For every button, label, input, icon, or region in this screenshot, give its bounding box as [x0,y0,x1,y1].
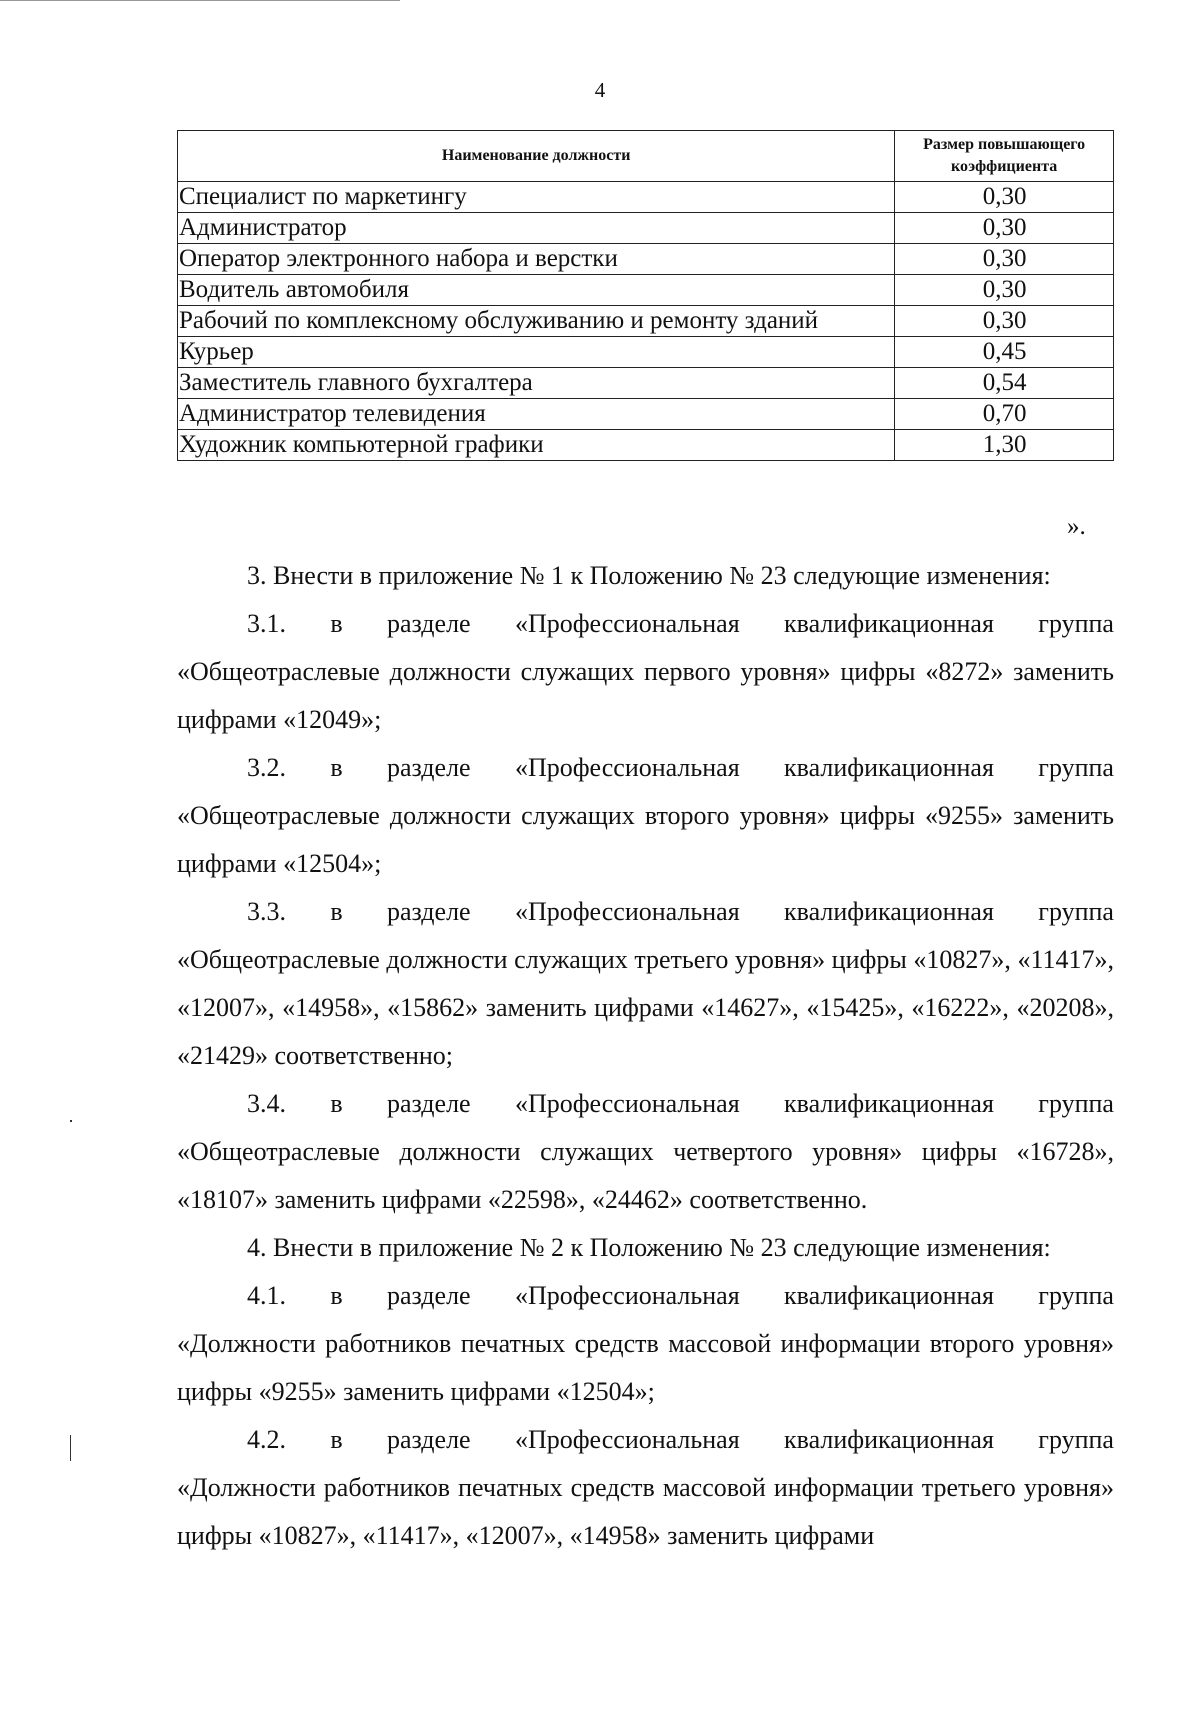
item-word: разделе [386,897,471,926]
item-word: «Профессиональная [514,1281,740,1310]
item-4-2-heading [177,1416,1114,1464]
item-word: группа [1038,1281,1114,1310]
item-number: 3.1. [247,609,286,638]
item-word: разделе [386,609,471,638]
item-word: в [330,609,343,638]
item-word: разделе [386,1089,471,1118]
header-coefficient: Размер повышающего коэффициента [895,131,1114,182]
scan-mark [70,1435,71,1461]
item-number: 4.2. [247,1425,286,1454]
row-coefficient: 0,70 [895,399,1114,430]
row-coefficient: 1,30 [895,430,1114,461]
item-word: «Профессиональная [514,753,740,782]
item-word: «Профессиональная [514,897,740,926]
item-number: 3.3. [247,897,286,926]
table-row [178,244,1114,275]
row-coefficient: 0,30 [895,244,1114,275]
item-word: группа [1038,897,1114,926]
row-position: Художник компьютерной графики [178,430,895,461]
item-3-1-heading [177,600,1114,648]
paragraph-3: 3. Внести в приложение № 1 к Положению № 23 следующие изменения: [247,561,1051,590]
row-position: Курьер [178,337,895,368]
closing-quote: ». [1067,513,1086,540]
item-word: группа [1038,609,1114,638]
scan-mark [70,1120,72,1122]
row-position: Водитель автомобиля [178,275,895,306]
item-number: 3.4. [247,1089,286,1118]
item-word: разделе [386,1425,471,1454]
table-row [178,213,1114,244]
item-word: в [330,1089,343,1118]
row-position: Оператор электронного набора и верстки [178,244,895,275]
item-word: разделе [386,1281,471,1310]
row-coefficient: 0,30 [895,306,1114,337]
item-word: в [330,753,343,782]
item-3-3-heading [177,888,1114,936]
item-3-4-heading [177,1080,1114,1128]
row-coefficient: 0,30 [895,275,1114,306]
table-row [178,182,1114,213]
table-row [178,430,1114,461]
table-row [178,368,1114,399]
item-word: квалификационная [784,1089,994,1118]
item-word: группа [1038,1425,1114,1454]
header-position-name: Наименование должности [178,131,895,182]
item-4-1-text: «Должности работников печатных средств массовой информации второго уровня» цифры «9255» заменить цифрами «12504»; [177,1329,1114,1406]
item-word: в [330,1281,343,1310]
item-3-2-heading [177,744,1114,792]
item-word: «Профессиональная [514,609,740,638]
coefficient-table [177,130,1114,461]
row-coefficient: 0,45 [895,337,1114,368]
row-position: Специалист по маркетингу [178,182,895,213]
row-coefficient: 0,30 [895,213,1114,244]
item-number: 3.2. [247,753,286,782]
row-coefficient: 0,54 [895,368,1114,399]
document-body [177,552,1114,1560]
paragraph-4: 4. Внести в приложение № 2 к Положению № 23 следующие изменения: [247,1233,1051,1262]
row-position: Администратор телевидения [178,399,895,430]
item-word: группа [1038,1089,1114,1118]
item-word: квалификационная [784,753,994,782]
item-word: квалификационная [784,1425,994,1454]
row-position: Заместитель главного бухгалтера [178,368,895,399]
table-row [178,306,1114,337]
item-number: 4.1. [247,1281,286,1310]
item-3-1-text: «Общеотраслевые должности служащих первого уровня» цифры «8272» заменить цифрами «12049»; [177,657,1114,734]
item-word: в [330,1425,343,1454]
item-word: квалификационная [784,897,994,926]
item-3-4-text: «Общеотраслевые должности служащих четвертого уровня» цифры «16728», «18107» заменить цифрами «22598», «24462» соответственно. [177,1137,1114,1214]
table-row [178,399,1114,430]
scan-mark [0,0,400,1]
item-word: «Профессиональная [514,1425,740,1454]
page-number: 4 [594,78,606,102]
item-word: разделе [386,753,471,782]
table-row [178,275,1114,306]
item-word: квалификационная [784,609,994,638]
table-header-row [178,131,1114,182]
item-word: «Профессиональная [514,1089,740,1118]
item-3-3-text: «Общеотраслевые должности служащих третьего уровня» цифры «10827», «11417», «12007», «14958», «15862» заменить цифрами «14627», «15425», «16222», «20208», «21429» соответственно; [177,945,1114,1070]
item-4-1-heading [177,1272,1114,1320]
table-row [178,337,1114,368]
item-word: квалификационная [784,1281,994,1310]
item-word: группа [1038,753,1114,782]
item-word: в [330,897,343,926]
row-position: Администратор [178,213,895,244]
item-4-2-text: «Должности работников печатных средств массовой информации третьего уровня» цифры «10827», «11417», «12007», «14958» заменить цифрами [177,1473,1114,1550]
row-position: Рабочий по комплексному обслуживанию и ремонту зданий [178,306,895,337]
item-3-2-text: «Общеотраслевые должности служащих второго уровня» цифры «9255» заменить цифрами «12504»; [177,801,1114,878]
row-coefficient: 0,30 [895,182,1114,213]
